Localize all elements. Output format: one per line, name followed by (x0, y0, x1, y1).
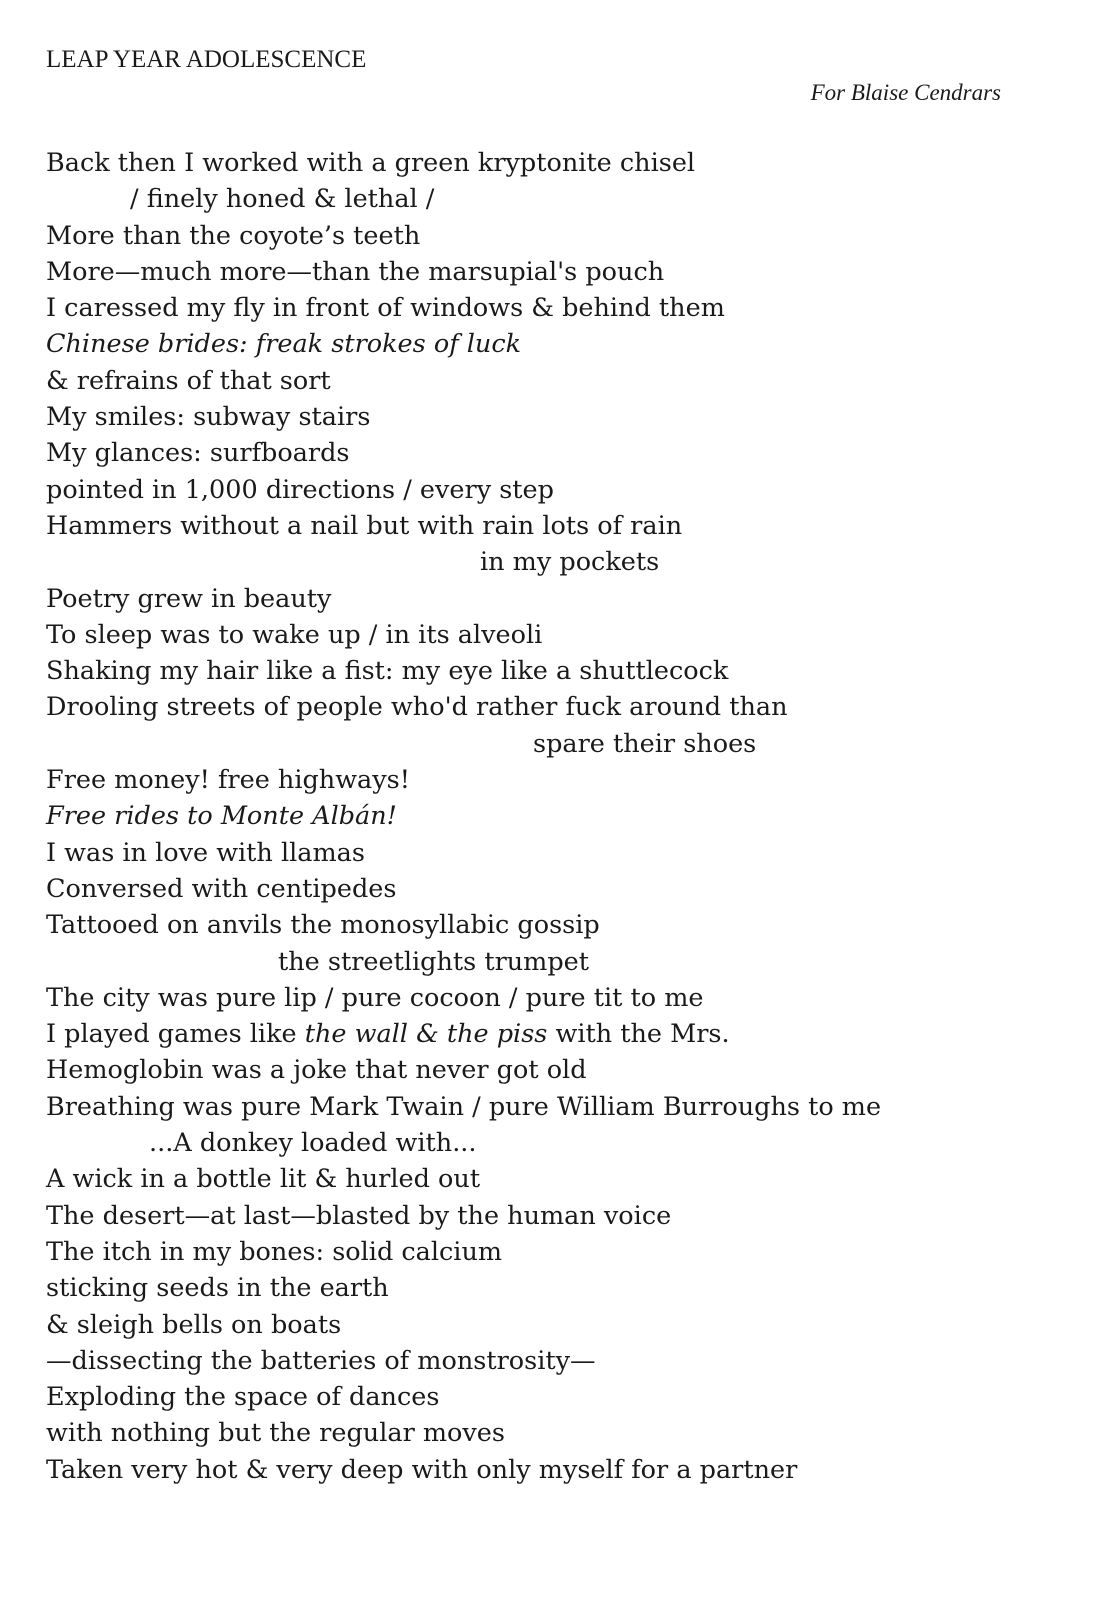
poem-line-text: with the Mrs. (547, 1019, 730, 1050)
poem-body (46, 145, 1046, 1488)
poem-line-text: I played games like (46, 1019, 305, 1050)
poem-line: Exploding the space of dances (46, 1382, 440, 1413)
poem-line: in my pockets (480, 547, 660, 578)
poem-line: Free rides to Monte Albán! (46, 801, 397, 832)
poem-line-emphasis: the wall & the piss (304, 1019, 548, 1050)
poem-line: Shaking my hair like a fist: my eye like a shuttlecock (46, 656, 729, 687)
poem-line: Breathing was pure Mark Twain / pure William Burroughs to me (46, 1091, 882, 1122)
poem-line: The city was pure lip / pure cocoon / pure tit to me (46, 982, 704, 1013)
poem-line: & refrains of that sort (46, 365, 331, 396)
poem-line: Back then I worked with a green kryptonite chisel (46, 148, 696, 178)
poem-line: sticking seeds in the earth (46, 1273, 389, 1304)
poem-line: My glances: surfboards (46, 438, 350, 469)
poem-line: More—much more—than the marsupial's pouch (46, 256, 665, 287)
poem-line: Drooling streets of people who'd rather fuck around than (46, 692, 788, 723)
poem-line: Taken very hot & very deep with only myself for a partner (46, 1454, 798, 1485)
poem-line: the streetlights trumpet (278, 946, 590, 977)
poem-line: Poetry grew in beauty (46, 583, 332, 614)
poem-line: ...A donkey loaded with... (149, 1128, 477, 1159)
poem-line: Tattooed on anvils the monosyllabic gossip (46, 910, 600, 941)
poem-line: More than the coyote’s teeth (46, 220, 421, 251)
poem-line: Hemoglobin was a joke that never got old (46, 1055, 587, 1086)
poem-line: pointed in 1,000 directions / every step (46, 474, 554, 505)
poem-line: My smiles: subway stairs (46, 402, 371, 433)
poem-line: Hammers without a nail but with rain lots of rain (46, 510, 683, 541)
poem-title: LEAP YEAR ADOLESCENCE (46, 46, 367, 73)
poem-line: Free money! free highways! (46, 765, 410, 796)
poem-line: A wick in a bottle lit & hurled out (46, 1164, 481, 1195)
poem-line: I caressed my fly in front of windows & behind them (46, 293, 725, 324)
poem-line: with nothing but the regular moves (46, 1418, 505, 1449)
poem-line: spare their shoes (533, 728, 757, 759)
poem-line: The desert—at last—blasted by the human voice (46, 1200, 672, 1231)
poem-line: Conversed with centipedes (46, 873, 397, 904)
poem-line: —dissecting the batteries of monstrosity— (46, 1345, 596, 1376)
poem-line: / finely honed & lethal / (130, 184, 435, 215)
poem-line: I was in love with llamas (46, 837, 365, 868)
poem-dedication: For Blaise Cendrars (810, 80, 1001, 105)
poem-line: & sleigh bells on boats (46, 1309, 342, 1340)
poem-line: The itch in my bones: solid calcium (46, 1236, 503, 1267)
poem-line: Chinese brides: freak strokes of luck (46, 329, 522, 360)
poem-line (46, 1016, 1046, 1052)
poem-line: To sleep was to wake up / in its alveoli (46, 619, 543, 650)
